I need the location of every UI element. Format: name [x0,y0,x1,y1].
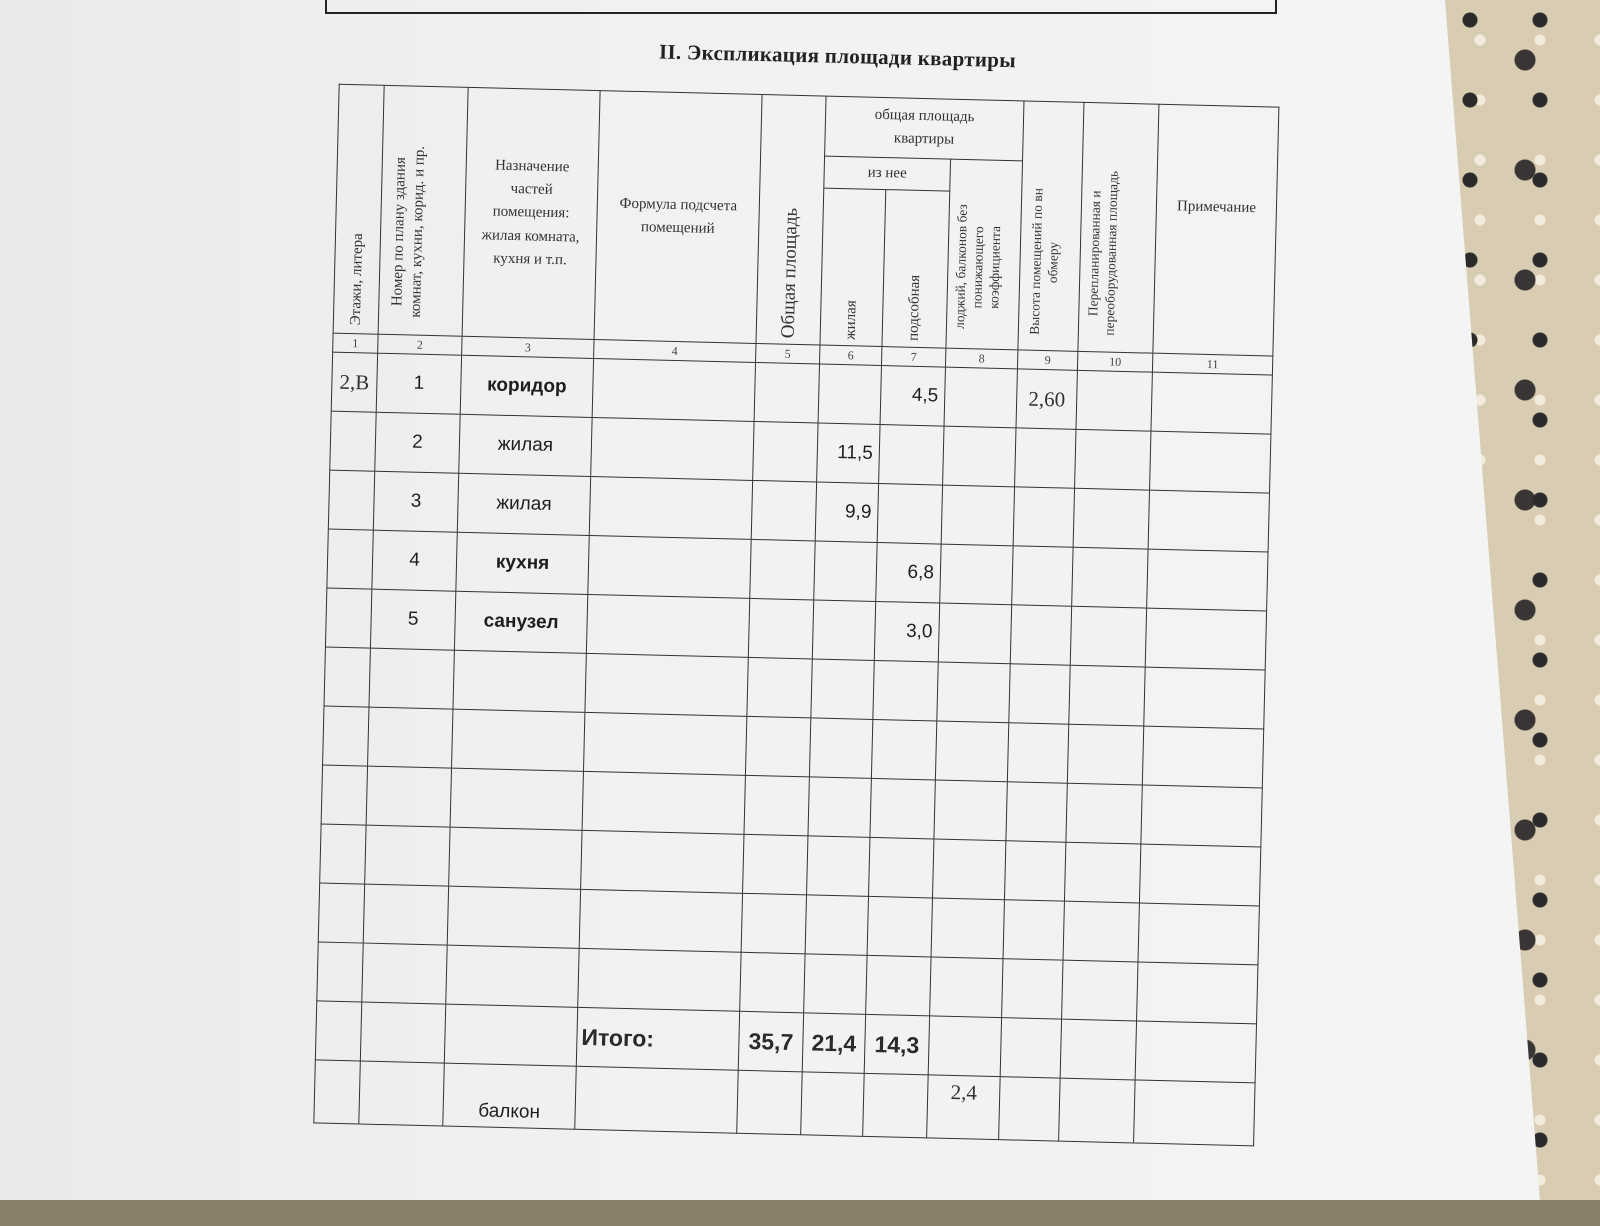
balcony-label: балкон [443,1063,576,1129]
floor-cell: 2,В [331,352,377,412]
column-number: 3 [462,336,594,358]
header-group: общая площадь квартиры [825,96,1024,160]
balcony-area: 2,4 [927,1075,1001,1140]
total-area: 35,7 [738,1011,803,1072]
living-area: 9,9 [815,482,878,542]
living-area [814,541,877,601]
room-number: 4 [372,530,457,591]
room-height [1010,605,1071,665]
column-number: 2 [378,334,462,355]
column-number: 7 [881,347,945,368]
header-living: жилая [820,188,886,346]
column-number: 1 [333,333,378,353]
total-living-area: 21,4 [802,1013,865,1073]
explication-table [313,84,1279,1147]
room-height [1015,428,1076,488]
room-purpose: жилая [459,414,592,476]
auxiliary-area: 6,8 [876,542,941,603]
column-number: 8 [945,348,1017,369]
room-purpose: кухня [456,532,589,594]
header-subgroup: из нее [824,156,951,192]
header-loggia: лоджий, балконов без понижающего коэффициента [946,159,1023,350]
header-formula: Формула подсчета помещений [594,91,762,344]
room-number: 2 [375,412,460,473]
column-number: 6 [820,345,882,366]
header-purpose: Назначение частей помещения: жилая комната, кухня и т.п. [462,87,600,339]
header-row [338,84,1279,166]
header-height: Высота помещений по вн обмеру [1018,101,1084,351]
room-height [1012,546,1073,606]
living-area [812,600,875,660]
header-floor: Этажи, литера [333,84,384,334]
living-area: 11,5 [817,423,880,483]
totals-label: Итого: [576,1007,739,1070]
document-title: II. Экспликация площади квартиры [658,39,1017,73]
room-purpose: коридор [460,355,593,417]
room-purpose: жилая [457,473,590,535]
column-number: 11 [1152,353,1272,375]
living-area [818,364,881,424]
auxiliary-area: 4,5 [880,366,945,427]
header-replanned: Перепланированная и переоборудованная площадь [1078,102,1159,353]
header-room-number: Номер по плану здания комнат, кухни, корид. и пр. [378,85,468,336]
room-height [1013,487,1074,547]
header-auxiliary: подсобная [882,190,950,349]
document-page [241,30,1349,1226]
previous-table-edge [325,0,1277,14]
total-auxiliary-area: 14,3 [864,1014,929,1075]
room-purpose: санузел [454,591,587,653]
room-height: 2,60 [1016,369,1077,429]
room-number: 5 [370,589,455,650]
room-number: 1 [376,353,461,414]
auxiliary-area [877,484,942,545]
header-note: Примечание [1153,104,1279,356]
auxiliary-area [879,425,944,486]
column-number: 10 [1077,351,1152,372]
column-number: 9 [1017,350,1077,370]
header-total-area: Общая площадь [756,95,826,345]
auxiliary-area: 3,0 [874,601,939,662]
room-number: 3 [373,471,458,532]
column-number: 5 [756,343,820,364]
column-number: 4 [594,340,756,363]
